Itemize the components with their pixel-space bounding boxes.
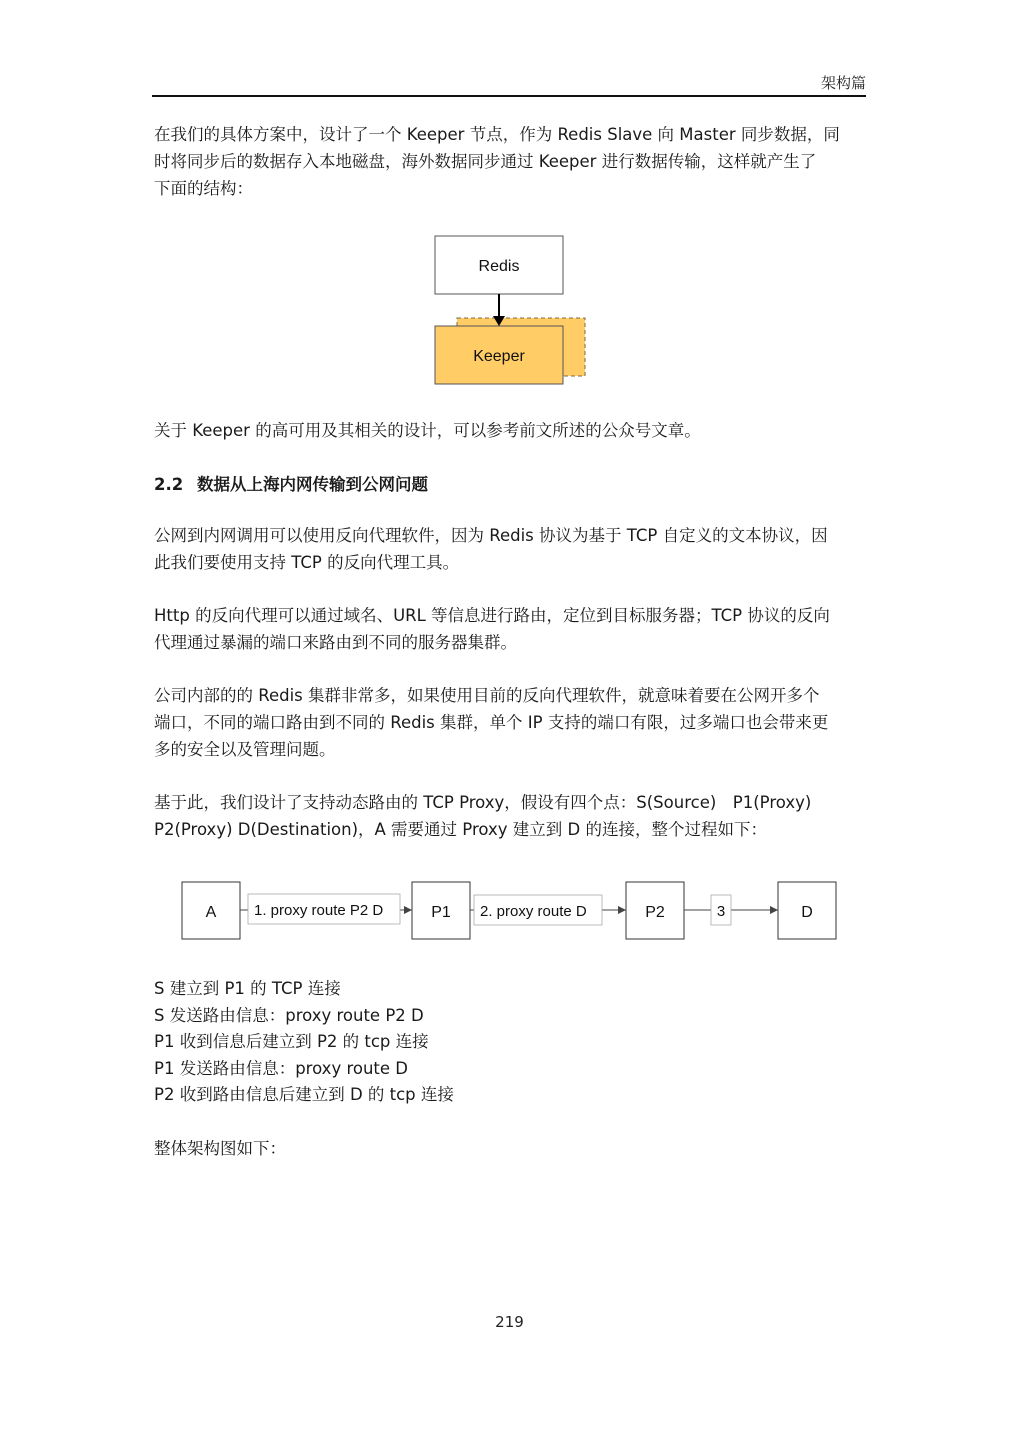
section-title: 数据从上海内网传输到公网问题 <box>197 475 428 494</box>
paragraph-2-line-2: 代理通过暴漏的端口来路由到不同的服务器集群。 <box>154 633 517 652</box>
paragraph-3-line-3: 多的安全以及管理问题。 <box>154 740 336 759</box>
steps-list <box>154 976 454 1109</box>
redis-keeper-diagram <box>430 232 600 392</box>
step-line: P1 发送路由信息：proxy route D <box>154 1058 408 1078</box>
node-a-label: A <box>205 904 217 921</box>
intro-paragraph <box>154 121 866 202</box>
running-header: 架构篇 <box>820 74 866 92</box>
keeper-note: 关于 Keeper 的高可用及其相关的设计，可以参考前文所述的公众号文章。 <box>154 421 701 440</box>
paragraph-3-line-1: 公司内部的的 Redis 集群非常多，如果使用目前的反向代理软件，就意味着要在公网开多个 <box>154 686 820 705</box>
section-number: 2.2 <box>154 475 184 494</box>
paragraph-3-line-2: 端口，不同的端口路由到不同的 Redis 集群，单个 IP 支持的端口有限，过多端口也会带来更 <box>154 713 829 732</box>
section-heading <box>154 471 428 495</box>
paragraph-2 <box>154 602 866 656</box>
intro-line-2: 时将同步后的数据存入本地磁盘，海外数据同步通过 Keeper 进行数据传输，这样就产生了 <box>154 152 817 171</box>
node-d-label: D <box>801 904 813 921</box>
header-rule <box>152 95 866 97</box>
edge-2-arrowhead <box>618 906 626 914</box>
edge-3-label: 3 <box>716 903 726 920</box>
paragraph-4-line-1: 基于此，我们设计了支持动态路由的 TCP Proxy，假设有四个点：S(Source) P1(Proxy) <box>154 793 812 812</box>
paragraph-2-line-1: Http 的反向代理可以通过域名、URL 等信息进行路由，定位到目标服务器；TCP 协议的反向 <box>154 606 830 625</box>
node-p1-label: P1 <box>431 904 451 921</box>
page-number: 219 <box>495 1313 524 1331</box>
edge-3-arrowhead <box>770 906 778 914</box>
intro-line-1: 在我们的具体方案中，设计了一个 Keeper 节点，作为 Redis Slave 向 Master 同步数据，同 <box>154 125 840 144</box>
redis-label: Redis <box>478 258 520 275</box>
outro-line: 整体架构图如下： <box>154 1139 286 1158</box>
paragraph-4 <box>154 789 866 843</box>
paragraph-4-line-2: P2(Proxy) D(Destination)，A 需要通过 Proxy 建立到 D 的连接，整个过程如下： <box>154 820 767 839</box>
step-line: S 发送路由信息：proxy route P2 D <box>154 1005 424 1025</box>
paragraph-1-line-1: 公网到内网调用可以使用反向代理软件，因为 Redis 协议为基于 TCP 自定义的文本协议，因 <box>154 526 828 545</box>
step-line: P2 收到路由信息后建立到 D 的 tcp 连接 <box>154 1085 454 1105</box>
paragraph-3 <box>154 682 866 763</box>
proxy-flow-diagram <box>180 878 840 944</box>
paragraph-1 <box>154 522 866 576</box>
edge-1-arrowhead <box>404 906 412 914</box>
step-line: P1 收到信息后建立到 P2 的 tcp 连接 <box>154 1032 429 1052</box>
paragraph-1-line-2: 此我们要使用支持 TCP 的反向代理工具。 <box>154 553 460 572</box>
edge-1-label: 1. proxy route P2 D <box>254 902 384 919</box>
intro-line-3: 下面的结构： <box>154 179 253 198</box>
keeper-label: Keeper <box>473 348 525 365</box>
step-line: S 建立到 P1 的 TCP 连接 <box>154 979 341 998</box>
edge-2-label: 2. proxy route D <box>480 903 587 920</box>
node-p2-label: P2 <box>645 904 665 921</box>
